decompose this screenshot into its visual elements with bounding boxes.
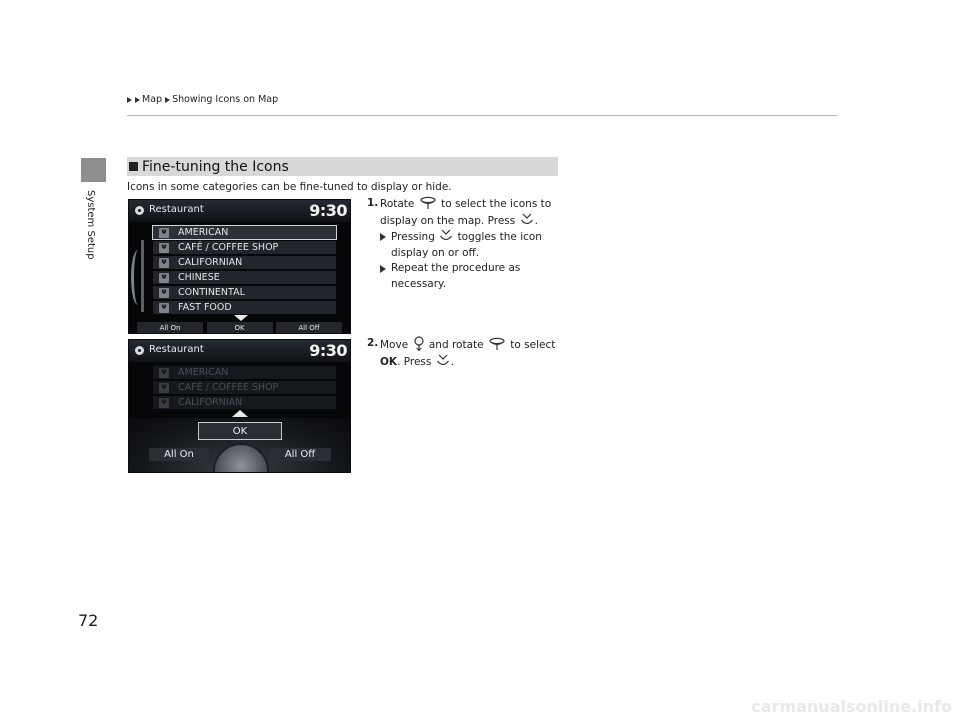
restaurant-icon: Ψ (159, 288, 169, 298)
bullet-arrow-icon (380, 233, 386, 241)
list-item[interactable]: Ψ CALIFORNIAN (153, 396, 336, 409)
side-tab-marker (81, 158, 106, 182)
nav-screen-2 (128, 339, 351, 473)
restaurant-icon: Ψ (159, 303, 169, 313)
side-label: System Setup (85, 190, 96, 260)
dial-press-icon (439, 229, 453, 243)
list-item[interactable]: Ψ AMERICAN (153, 366, 336, 379)
list-item[interactable]: Ψ CAFÉ / COFFEE SHOP (153, 381, 336, 394)
list-item[interactable]: Ψ FAST FOOD (153, 301, 336, 314)
bullet-arrow-icon (380, 265, 386, 273)
breadcrumb-arrow-icon (165, 97, 170, 103)
home-icon (135, 206, 144, 215)
step-number: 1. (367, 197, 379, 209)
restaurant-icon: Ψ (159, 228, 169, 238)
breadcrumb-current: Showing Icons on Map (172, 94, 279, 105)
list-item[interactable]: Ψ AMERICAN (153, 226, 336, 239)
dial-press-icon (520, 213, 534, 227)
breadcrumb-arrow-icon (127, 97, 132, 103)
all-on-button[interactable]: All On (149, 448, 209, 461)
page-number: 72 (78, 611, 99, 630)
list-item[interactable]: Ψ CALIFORNIAN (153, 256, 336, 269)
all-off-button[interactable]: All Off (276, 322, 342, 333)
intro-text: Icons in some categories can be fine-tuned to display or hide. (127, 181, 452, 193)
dial-move-icon (413, 336, 425, 351)
square-bullet-icon (129, 162, 138, 171)
list-item[interactable]: Ψ CHINESE (153, 271, 336, 284)
chevron-down-icon[interactable] (234, 315, 248, 321)
ok-button[interactable]: OK (207, 322, 273, 333)
restaurant-icon: Ψ (159, 383, 169, 393)
screen-title: Restaurant (149, 344, 204, 355)
dial-press-icon (436, 354, 450, 368)
dial-rotate-icon (488, 337, 506, 351)
header-divider (127, 115, 837, 116)
dial-rotate-icon (419, 196, 437, 210)
restaurant-icon: Ψ (159, 258, 169, 268)
watermark: carmanualsonline.info (751, 697, 952, 716)
chevron-up-icon[interactable] (232, 410, 248, 417)
nav-screen-1 (128, 199, 351, 334)
screen-header (129, 340, 350, 362)
restaurant-icon: Ψ (159, 368, 169, 378)
step-2: 2. Move and rotate to select OK. Press . (367, 337, 556, 368)
breadcrumb-parent[interactable]: Map (142, 94, 163, 105)
list-item[interactable]: Ψ CONTINENTAL (153, 286, 336, 299)
restaurant-icon: Ψ (159, 273, 169, 283)
restaurant-icon: Ψ (159, 398, 169, 408)
breadcrumb (127, 94, 281, 105)
screen-footer (129, 322, 350, 333)
screen-title: Restaurant (149, 204, 204, 215)
list-item[interactable]: Ψ CAFÉ / COFFEE SHOP (153, 241, 336, 254)
all-off-button[interactable]: All Off (269, 448, 331, 461)
step-1: 1. Rotate to select the icons to display on the map. Press . Pressing toggles the icon display on or off. Repeat the procedure as necessary. (367, 197, 552, 290)
screen-header (129, 200, 350, 222)
screen-clock: 9:30 (309, 201, 347, 220)
scrollbar[interactable] (141, 240, 144, 312)
step-number: 2. (367, 337, 379, 349)
section-heading (127, 157, 558, 176)
ok-button[interactable]: OK (198, 422, 282, 440)
restaurant-icon: Ψ (159, 243, 169, 253)
section-title: Fine-tuning the Icons (142, 158, 289, 175)
home-icon (135, 346, 144, 355)
breadcrumb-arrow-icon (135, 97, 140, 103)
screen-clock: 9:30 (309, 341, 347, 360)
all-on-button[interactable]: All On (137, 322, 203, 333)
